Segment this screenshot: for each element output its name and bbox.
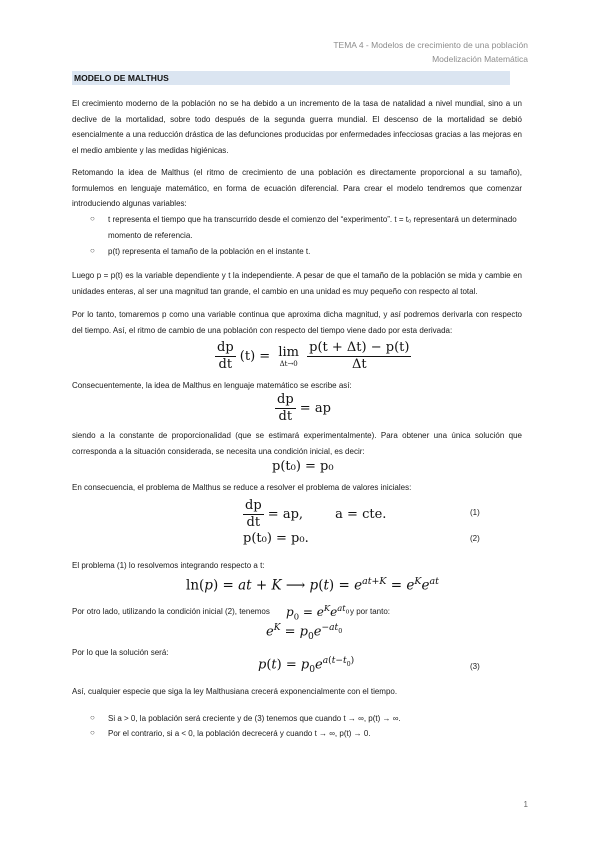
page-number: 1 [523,800,528,809]
paragraph-initial-condition: siendo a la constante de proporcionalidad (que se estimará experimentalmente). Para obtener una única solución que corresponda a la situación considerada, se necesita una condición inicial, es decir: [72,431,522,456]
paragraph-ivp: En consecuencia, el problema de Malthus se reduce a resolver el problema de valores iniciales: [72,483,412,492]
header-topic: TEMA 4 - Modelos de crecimiento de una población [333,40,528,50]
equation-inline-p0: $p_0 = e^Ke^{at_0}$ [286,603,350,622]
bullet-decay: Por el contrario, si a < 0, la población decrecerá y cuando t → ∞, p(t) → 0. [108,729,371,738]
equation-3: $p(t) = p_0e^{a(t-t_0)}$ [258,656,355,675]
bullet-marker: ○ [90,713,95,722]
equation-initial-condition: p(t₀) = p₀ [272,459,334,474]
equation-malthus: $\frac{dp}{dt}$ = ap [277,392,331,424]
paragraph-solution: Por lo que la solución será: [72,648,169,657]
bullet-time-variable: t representa el tiempo que ha transcurrido desde el comienzo del “experimento”. t = t₀ representará un determinado momento de referencia. [108,215,517,240]
equation-number-1: (1) [470,508,480,517]
paragraph-conclusion: Así, cualquier especie que siga la ley Malthusiana crecerá exponencialmente con el tiempo. [72,687,398,696]
paragraph-variables: Luego p = p(t) es la variable dependiente y t la independiente. A pesar de que el tamaño de la población se mida y cambie en unidades enteras, al ser una magnitud tan grande, el cambio en una unidad es muy pequeño con respecto al total. [72,271,522,296]
paragraph-derivative: Por lo tanto, tomaremos p como una variable continua que aproxima dicha magnitud, y así podremos derivarla con respecto del tiempo. Así, el ritmo de cambio de una población con respecto del tiempo viene dado por esta derivada: [72,310,522,335]
paragraph-malthus-idea: Retomando la idea de Malthus (el ritmo de crecimiento de una población es directamente proporcional a su tamaño), formulemos en lenguaje matemático, en forma de ecuación diferencial. Para crear el modelo tendremos que comenzar introduciendo algunas variables: [72,168,522,208]
section-title: MODELO DE MALTHUS [74,73,169,83]
bullet-marker: ○ [90,246,95,255]
bullet-marker: ○ [90,214,95,223]
equation-2: p(t₀) = p₀. [243,531,309,546]
equation-1: $\frac{dp}{dt}$ = ap, a = cte. [245,498,387,530]
paragraph-initial-use: Por otro lado, utilizando la condición inicial (2), tenemos [72,607,270,616]
equation-number-2: (2) [470,534,480,543]
header-course: Modelización Matemática [432,54,528,64]
equation-number-3: (3) [470,662,480,671]
paragraph-therefore: y por tanto: [350,607,391,616]
equation-derivative-limit: $\frac{dp}{dt}$ (t) = lim Δt→0 $\frac{p(t + \Delta t) - p(t)}{\Delta t}$ [217,340,410,372]
equation-integration: ln(p) = at + K ⟶ $p(t) = e^{at+K} = e^Ke^{at}$ [186,576,439,594]
paragraph-integration: El problema (1) lo resolvemos integrando respecto a t: [72,561,265,570]
equation-eK: $e^K = p_0e^{-at_0}$ [266,623,343,642]
bullet-population-variable: p(t) representa el tamaño de la población en el instante t. [108,247,311,256]
paragraph-malthus-math: Consecuentemente, la idea de Malthus en lenguaje matemático se escribe así: [72,381,352,390]
bullet-marker: ○ [90,728,95,737]
bullet-growth: Si a > 0, la población será creciente y de (3) tenemos que cuando t → ∞, p(t) → ∞. [108,714,401,723]
paragraph-intro: El crecimiento moderno de la población no se ha debido a un incremento de la tasa de natalidad a nivel mundial, sino a un declive de la mortalidad, sobre todo después de la segunda guerra mundial. El descenso de la mortalidad se debió esencialmente a una reducción drástica de las defunciones producidas por enfermedades infecciosas gracias a las mejoras en el medio ambiente y las medidas higiénicas. [72,99,522,155]
